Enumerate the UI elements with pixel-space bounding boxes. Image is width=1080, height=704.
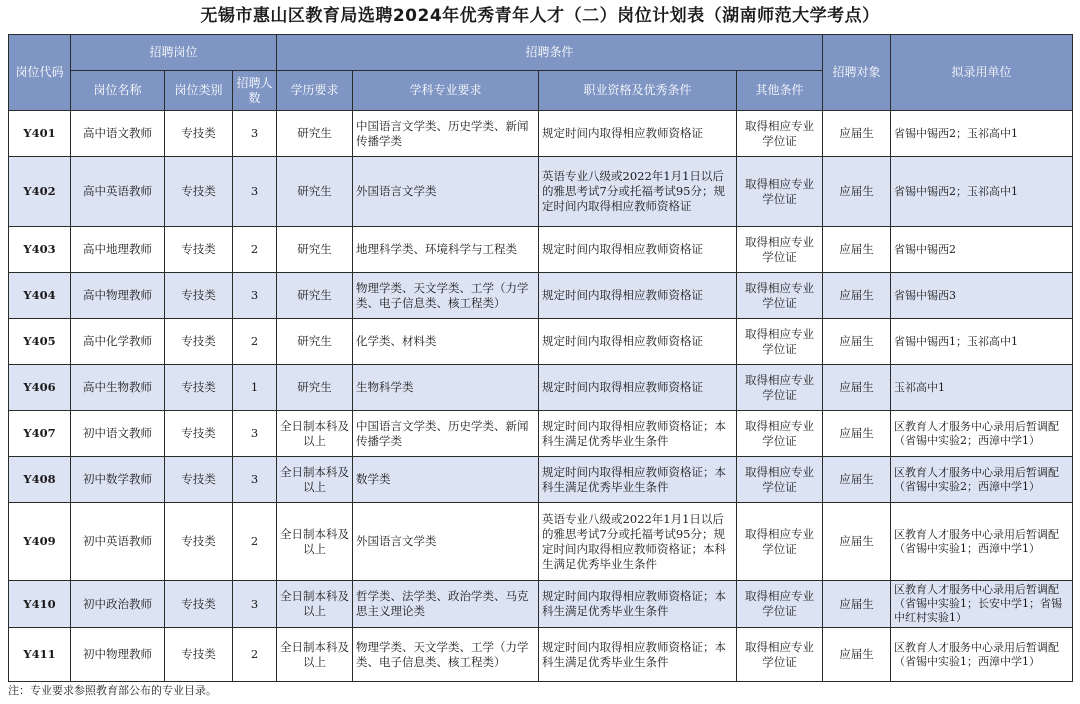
cell-code: Y407 (9, 411, 71, 457)
cell-post-type: 专技类 (165, 157, 233, 227)
cell-code: Y406 (9, 365, 71, 411)
cell-post-name: 高中物理教师 (71, 273, 165, 319)
cell-other: 取得相应专业学位证 (737, 273, 823, 319)
cell-education: 研究生 (277, 227, 353, 273)
table-row (9, 111, 1073, 157)
cell-major: 中国语言文学类、历史学类、新闻传播学类 (353, 411, 539, 457)
cell-education: 全日制本科及以上 (277, 411, 353, 457)
cell-target: 应届生 (823, 581, 891, 628)
table-row (9, 581, 1073, 628)
cell-count: 3 (233, 273, 277, 319)
cell-target: 应届生 (823, 503, 891, 581)
cell-code: Y401 (9, 111, 71, 157)
cell-count: 3 (233, 457, 277, 503)
cell-unit: 区教育人才服务中心录用后暂调配（省锡中实验1；西漳中学1） (891, 503, 1073, 581)
cell-target: 应届生 (823, 365, 891, 411)
document-title: 无锡市惠山区教育局选聘2024年优秀青年人才（二）岗位计划表（湖南师范大学考点） (200, 6, 880, 26)
cell-unit: 区教育人才服务中心录用后暂调配（省锡中实验2；西漳中学1） (891, 457, 1073, 503)
cell-major: 数学类 (353, 457, 539, 503)
cell-education: 研究生 (277, 365, 353, 411)
cell-post-type: 专技类 (165, 365, 233, 411)
cell-post-type: 专技类 (165, 503, 233, 581)
cell-other: 取得相应专业学位证 (737, 157, 823, 227)
recruitment-plan-table (8, 34, 1073, 682)
header-qualification: 职业资格及优秀条件 (539, 71, 737, 111)
table-row (9, 365, 1073, 411)
cell-post-name: 初中英语教师 (71, 503, 165, 581)
cell-major: 物理学类、天文学类、工学（力学类、电子信息类、核工程类） (353, 628, 539, 682)
cell-education: 研究生 (277, 273, 353, 319)
header-post-name: 岗位名称 (71, 71, 165, 111)
cell-qualification: 英语专业八级或2022年1月1日以后的雅思考试7分或托福考试95分；规定时间内取得相应教师资格证；本科生满足优秀毕业生条件 (539, 503, 737, 581)
table-row (9, 319, 1073, 365)
cell-major: 生物科学类 (353, 365, 539, 411)
cell-qualification: 规定时间内取得相应教师资格证 (539, 319, 737, 365)
table-row (9, 457, 1073, 503)
cell-post-name: 高中英语教师 (71, 157, 165, 227)
cell-qualification: 规定时间内取得相应教师资格证 (539, 227, 737, 273)
cell-count: 1 (233, 365, 277, 411)
cell-post-type: 专技类 (165, 273, 233, 319)
table-row (9, 503, 1073, 581)
cell-count: 3 (233, 157, 277, 227)
cell-unit: 区教育人才服务中心录用后暂调配（省锡中实验1；长安中学1；省锡中红村实验1） (891, 581, 1073, 628)
cell-target: 应届生 (823, 111, 891, 157)
cell-count: 3 (233, 581, 277, 628)
cell-other: 取得相应专业学位证 (737, 581, 823, 628)
cell-post-type: 专技类 (165, 628, 233, 682)
cell-post-type: 专技类 (165, 227, 233, 273)
cell-code: Y411 (9, 628, 71, 682)
cell-major: 化学类、材料类 (353, 319, 539, 365)
cell-major: 中国语言文学类、历史学类、新闻传播学类 (353, 111, 539, 157)
cell-code: Y409 (9, 503, 71, 581)
cell-post-name: 初中数学教师 (71, 457, 165, 503)
cell-other: 取得相应专业学位证 (737, 111, 823, 157)
cell-qualification: 规定时间内取得相应教师资格证；本科生满足优秀毕业生条件 (539, 411, 737, 457)
table-row (9, 628, 1073, 682)
cell-target: 应届生 (823, 457, 891, 503)
cell-other: 取得相应专业学位证 (737, 365, 823, 411)
table-row (9, 411, 1073, 457)
cell-code: Y402 (9, 157, 71, 227)
cell-post-type: 专技类 (165, 411, 233, 457)
header-post-type: 岗位类别 (165, 71, 233, 111)
table-row (9, 273, 1073, 319)
cell-unit: 省锡中锡西2 (891, 227, 1073, 273)
cell-qualification: 规定时间内取得相应教师资格证 (539, 273, 737, 319)
cell-target: 应届生 (823, 411, 891, 457)
cell-post-name: 初中物理教师 (71, 628, 165, 682)
cell-education: 研究生 (277, 111, 353, 157)
header-group-conditions: 招聘条件 (277, 35, 823, 71)
cell-qualification: 英语专业八级或2022年1月1日以后的雅思考试7分或托福考试95分；规定时间内取得相应教师资格证 (539, 157, 737, 227)
cell-post-type: 专技类 (165, 111, 233, 157)
cell-count: 2 (233, 227, 277, 273)
cell-qualification: 规定时间内取得相应教师资格证；本科生满足优秀毕业生条件 (539, 628, 737, 682)
cell-education: 研究生 (277, 319, 353, 365)
cell-education: 全日制本科及以上 (277, 503, 353, 581)
cell-post-name: 初中语文教师 (71, 411, 165, 457)
cell-unit: 玉祁高中1 (891, 365, 1073, 411)
header-code: 岗位代码 (9, 35, 71, 111)
cell-post-name: 高中化学教师 (71, 319, 165, 365)
cell-count: 2 (233, 503, 277, 581)
cell-other: 取得相应专业学位证 (737, 503, 823, 581)
cell-qualification: 规定时间内取得相应教师资格证；本科生满足优秀毕业生条件 (539, 457, 737, 503)
header-other: 其他条件 (737, 71, 823, 111)
cell-post-name: 初中政治教师 (71, 581, 165, 628)
cell-target: 应届生 (823, 273, 891, 319)
cell-code: Y404 (9, 273, 71, 319)
cell-qualification: 规定时间内取得相应教师资格证；本科生满足优秀毕业生条件 (539, 581, 737, 628)
cell-unit: 省锡中锡西2；玉祁高中1 (891, 157, 1073, 227)
cell-post-type: 专技类 (165, 457, 233, 503)
cell-other: 取得相应专业学位证 (737, 411, 823, 457)
header-group-post: 招聘岗位 (71, 35, 277, 71)
table-row (9, 157, 1073, 227)
cell-other: 取得相应专业学位证 (737, 227, 823, 273)
cell-target: 应届生 (823, 227, 891, 273)
cell-code: Y408 (9, 457, 71, 503)
cell-education: 全日制本科及以上 (277, 581, 353, 628)
cell-education: 研究生 (277, 157, 353, 227)
cell-target: 应届生 (823, 319, 891, 365)
cell-code: Y410 (9, 581, 71, 628)
cell-major: 外国语言文学类 (353, 503, 539, 581)
cell-target: 应届生 (823, 157, 891, 227)
cell-target: 应届生 (823, 628, 891, 682)
cell-count: 3 (233, 411, 277, 457)
cell-post-name: 高中生物教师 (71, 365, 165, 411)
cell-post-name: 高中语文教师 (71, 111, 165, 157)
header-target: 招聘对象 (823, 35, 891, 111)
cell-post-name: 高中地理教师 (71, 227, 165, 273)
cell-count: 2 (233, 319, 277, 365)
cell-major: 物理学类、天文学类、工学（力学类、电子信息类、核工程类） (353, 273, 539, 319)
cell-unit: 区教育人才服务中心录用后暂调配（省锡中实验1；西漳中学1） (891, 628, 1073, 682)
cell-count: 2 (233, 628, 277, 682)
cell-major: 哲学类、法学类、政治学类、马克思主义理论类 (353, 581, 539, 628)
cell-other: 取得相应专业学位证 (737, 457, 823, 503)
cell-code: Y403 (9, 227, 71, 273)
cell-major: 地理科学类、环境科学与工程类 (353, 227, 539, 273)
cell-post-type: 专技类 (165, 319, 233, 365)
cell-other: 取得相应专业学位证 (737, 628, 823, 682)
cell-unit: 区教育人才服务中心录用后暂调配（省锡中实验2；西漳中学1） (891, 411, 1073, 457)
cell-other: 取得相应专业学位证 (737, 319, 823, 365)
cell-post-type: 专技类 (165, 581, 233, 628)
cell-education: 全日制本科及以上 (277, 628, 353, 682)
cell-code: Y405 (9, 319, 71, 365)
table-row (9, 227, 1073, 273)
cell-count: 3 (233, 111, 277, 157)
cell-unit: 省锡中锡西2；玉祁高中1 (891, 111, 1073, 157)
cell-unit: 省锡中锡西1；玉祁高中1 (891, 319, 1073, 365)
footnote: 注：专业要求参照教育部公布的专业目录。 (8, 684, 217, 697)
cell-unit: 省锡中锡西3 (891, 273, 1073, 319)
header-education: 学历要求 (277, 71, 353, 111)
header-major: 学科专业要求 (353, 71, 539, 111)
header-count: 招聘人数 (233, 71, 277, 111)
cell-education: 全日制本科及以上 (277, 457, 353, 503)
cell-qualification: 规定时间内取得相应教师资格证 (539, 111, 737, 157)
header-unit: 拟录用单位 (891, 35, 1073, 111)
cell-major: 外国语言文学类 (353, 157, 539, 227)
cell-qualification: 规定时间内取得相应教师资格证 (539, 365, 737, 411)
